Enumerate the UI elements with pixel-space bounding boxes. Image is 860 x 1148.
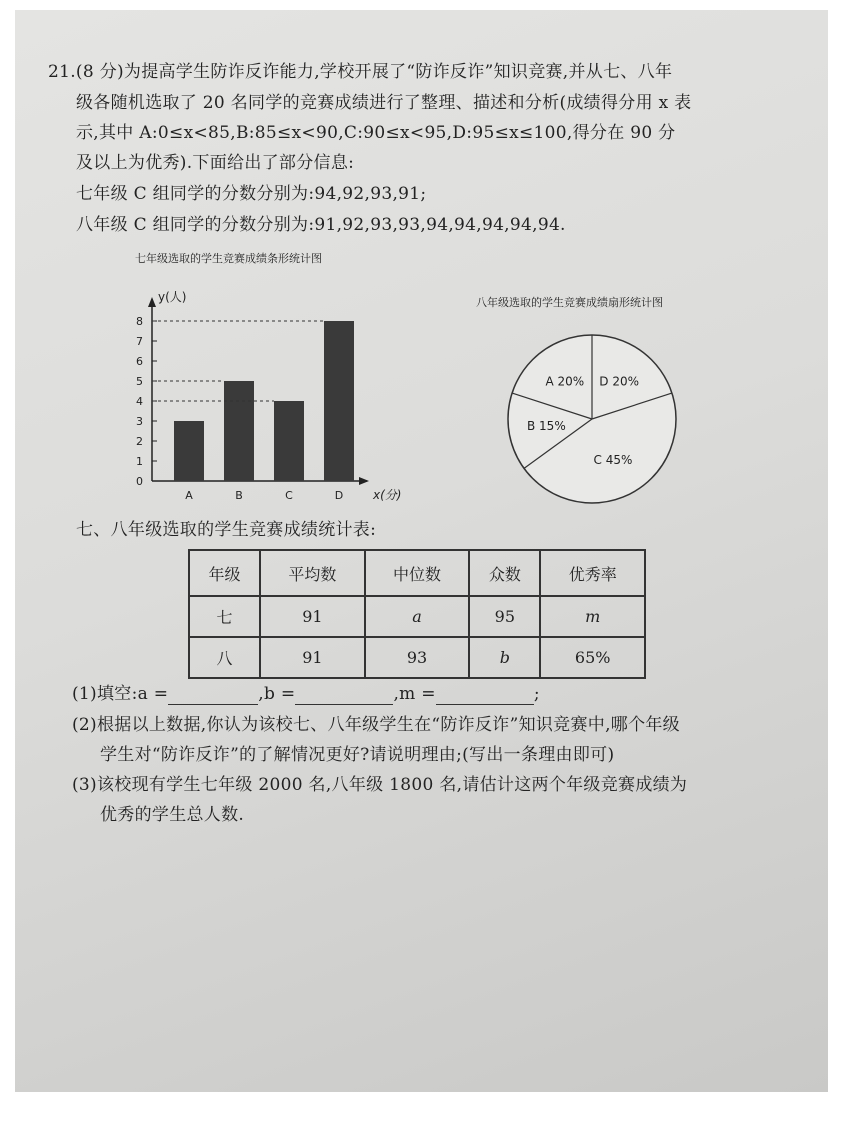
answer-blank-b[interactable] — [295, 686, 393, 705]
table-cell: 91 — [260, 596, 365, 637]
question-2-line-1: (2)根据以上数据,你认为该校七、八年级学生在“防诈反诈”知识竞赛中,哪个年级 — [72, 715, 680, 735]
table-cell: 95 — [469, 596, 540, 637]
table-header-cell: 中位数 — [365, 550, 470, 596]
x-axis-arrow — [359, 477, 369, 485]
pie-slice-label: C 45% — [593, 453, 633, 468]
y-tick-label: 6 — [136, 355, 143, 368]
q1-m-label: ,m = — [393, 684, 436, 704]
bar-D — [324, 321, 354, 481]
table-cell: 93 — [365, 637, 470, 678]
question-3-line-1: (3)该校现有学生七年级 2000 名,八年级 1800 名,请估计这两个年级竞赛成绩为 — [72, 775, 688, 795]
y-axis-arrow — [148, 297, 156, 307]
y-tick-label: 2 — [136, 435, 143, 448]
q1-b-label: ,b = — [258, 684, 296, 704]
y-tick-label: 8 — [136, 315, 143, 328]
bar-chart-title: 七年级选取的学生竞赛成绩条形统计图 — [135, 252, 322, 265]
y-tick-label: 5 — [136, 375, 143, 388]
table-cell: 七 — [189, 596, 260, 637]
q1-a-label: a = — [137, 684, 169, 704]
table-header-cell: 优秀率 — [540, 550, 645, 596]
problem-line-6: 八年级 C 组同学的分数分别为:91,92,93,93,94,94,94,94,94. — [76, 215, 566, 235]
bar-B — [224, 381, 254, 481]
table-header-row — [189, 550, 645, 596]
table-header-cell: 众数 — [469, 550, 540, 596]
pie-slice-label: A 20% — [545, 374, 585, 389]
bar-C — [274, 401, 304, 481]
q1-prefix: (1)填空: — [72, 684, 138, 704]
table-header-cell: 年级 — [189, 550, 260, 596]
table-row — [189, 637, 645, 678]
problem-line-2: 级各随机选取了 20 名同学的竞赛成绩进行了整理、描述和分析(成绩得分用 x 表 — [76, 93, 692, 113]
question-3-line-2: 优秀的学生总人数. — [100, 805, 245, 825]
table-title: 七、八年级选取的学生竞赛成绩统计表: — [76, 520, 377, 540]
problem-line-1: 21.(8 分)为提高学生防诈反诈能力,学校开展了“防诈反诈”知识竞赛,并从七、八年 — [48, 62, 673, 82]
table-cell: 八 — [189, 637, 260, 678]
pie-chart — [505, 332, 685, 512]
table-cell: a — [365, 596, 470, 637]
pie-slice-label: D 20% — [599, 374, 640, 389]
table-row — [189, 596, 645, 637]
y-axis-label: y(人) — [158, 290, 187, 304]
y-tick-label: 3 — [136, 415, 143, 428]
bar-A — [174, 421, 204, 481]
table-cell: m — [540, 596, 645, 637]
x-axis-label: x(分) — [373, 488, 402, 502]
table-cell: b — [469, 637, 540, 678]
pie-chart-title: 八年级选取的学生竞赛成绩扇形统计图 — [476, 296, 663, 309]
answer-blank-m[interactable] — [436, 686, 534, 705]
problem-line-3: 示,其中 A:0≤x<85,B:85≤x<90,C:90≤x<95,D:95≤x≤100,得分在 90 分 — [76, 123, 676, 143]
q1-end: ; — [533, 684, 540, 704]
problem-line-5: 七年级 C 组同学的分数分别为:94,92,93,91; — [76, 184, 427, 204]
pie-slice-label: B 15% — [527, 419, 566, 434]
y-tick-label: 4 — [136, 395, 143, 408]
y-tick-label: 7 — [136, 335, 143, 348]
stats-table — [188, 549, 646, 679]
answer-blank-a[interactable] — [168, 686, 258, 705]
table-cell: 91 — [260, 637, 365, 678]
x-tick-label: A — [185, 489, 193, 502]
question-1 — [72, 683, 540, 705]
x-tick-label: D — [334, 489, 344, 502]
x-tick-label: B — [235, 489, 243, 502]
bar-chart — [120, 278, 420, 508]
question-2-line-2: 学生对“防诈反诈”的了解情况更好?请说明理由;(写出一条理由即可) — [100, 745, 615, 765]
y-tick-label: 0 — [136, 475, 143, 488]
y-tick-label: 1 — [136, 455, 143, 468]
table-header-cell: 平均数 — [260, 550, 365, 596]
table-cell: 65% — [540, 637, 645, 678]
problem-line-4: 及以上为优秀).下面给出了部分信息: — [76, 153, 355, 173]
x-tick-label: C — [285, 489, 293, 502]
